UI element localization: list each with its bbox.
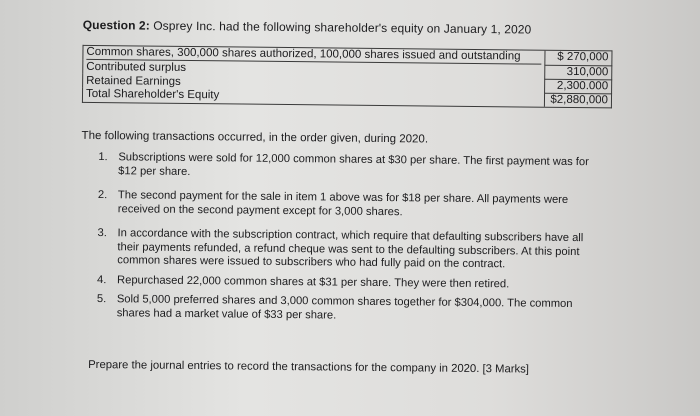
transaction-number: 2. <box>97 189 108 202</box>
transaction-item <box>97 293 602 325</box>
equity-label: Common shares, 300,000 shares authorized, 100,000 shares issued and outstanding <box>83 45 545 64</box>
equity-label: Contributed surplus <box>83 60 545 79</box>
equity-table <box>82 45 613 108</box>
transaction-text: In accordance with the subscription contract, which require that defaulting subscribers have all their payments refunded, a refund cheque was sent to the defaulting subscribers. At this point common shares were issued to subscribers who had fully paid on the contract. <box>117 227 584 271</box>
transaction-text: Subscriptions were sold for 12,000 common shares at $30 per share. The first payment was for $12 per share. <box>118 151 589 178</box>
equity-amount: 310,000 <box>545 65 612 80</box>
question-label: Question 2: <box>82 17 150 33</box>
transaction-list <box>97 151 604 336</box>
transaction-number: 4. <box>97 273 107 286</box>
transaction-item <box>98 189 603 221</box>
transaction-text: Repurchased 22,000 common shares at $31 per share. They were then retired. <box>117 273 510 290</box>
transaction-number: 1. <box>98 151 108 164</box>
equity-label: Total Shareholder's Equity <box>82 88 544 107</box>
transaction-item <box>98 151 603 183</box>
instruction-footer: Prepare the journal entries to record the transactions for the company in 2020. [3 Marks] <box>88 358 530 376</box>
transaction-item <box>97 227 602 273</box>
transactions-intro: The following transactions occurred, in the order given, during 2020. <box>81 129 429 146</box>
equity-label: Retained Earnings <box>83 74 545 93</box>
transaction-text: Sold 5,000 preferred shares and 3,000 common shares together for $304,000. The common shares had a market value of $33 per share. <box>116 293 573 322</box>
transaction-number: 3. <box>97 227 107 240</box>
question-heading <box>83 18 532 37</box>
question-text: Osprey Inc. had the following shareholder's equity on January 1, 2020 <box>149 18 532 37</box>
transaction-text: The second payment for the sale in item 1 above was for $18 per share. All payments were received on the second payment except for 3,000 shares. <box>117 189 569 218</box>
equity-amount: $ 270,000 <box>545 50 612 65</box>
equity-amount: 2,300.000 <box>545 79 612 94</box>
transaction-number: 5. <box>96 293 107 306</box>
transaction-item <box>97 274 602 293</box>
equity-amount: $2,880,000 <box>544 93 611 108</box>
